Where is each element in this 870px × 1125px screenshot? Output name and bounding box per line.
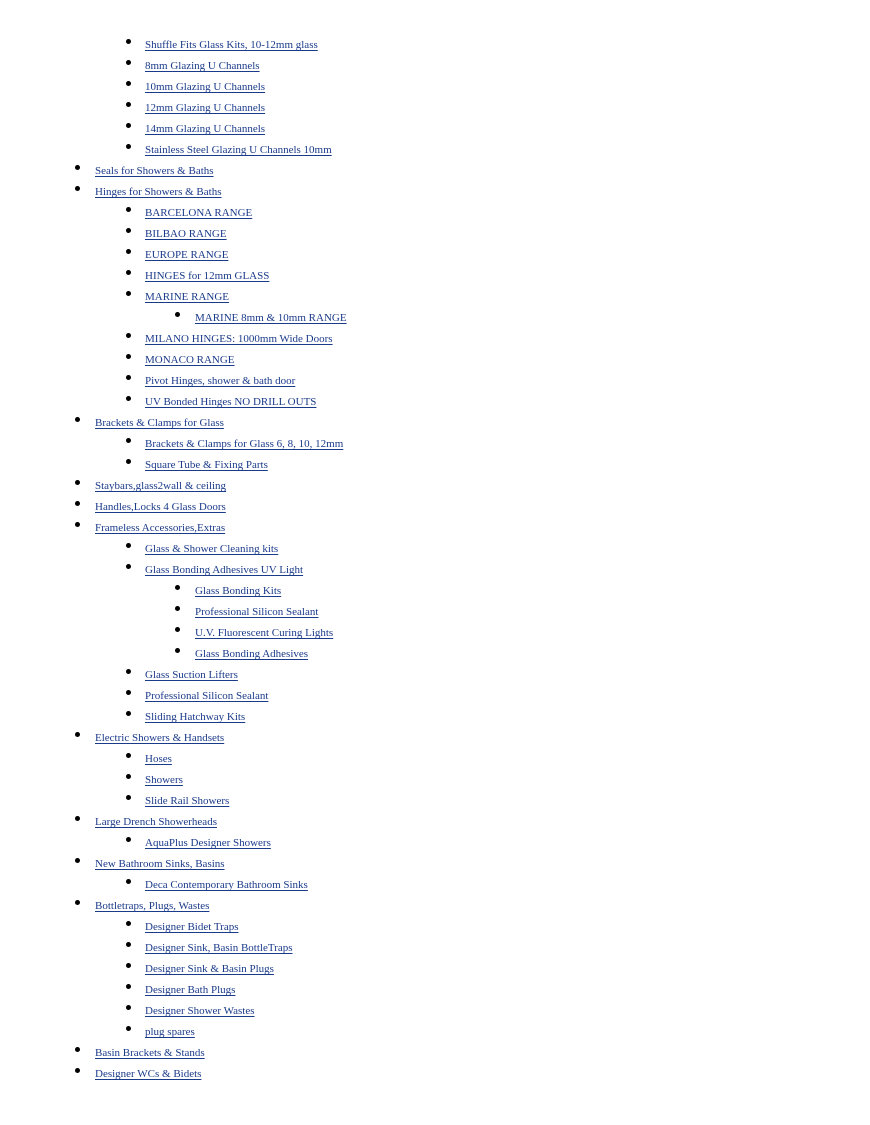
menu-item-level-3 [0,623,870,644]
menu-link[interactable]: Designer WCs & Bidets [95,1068,202,1080]
menu-link[interactable]: Deca Contemporary Bathroom Sinks [145,879,308,891]
menu-item-level-3 [0,308,870,329]
menu-link[interactable]: Sliding Hatchway Kits [145,711,246,723]
menu-link[interactable]: AquaPlus Designer Showers [145,837,271,849]
menu-item-level-2 [0,350,870,371]
bullet-icon [126,207,131,212]
menu-link[interactable]: Glass Bonding Kits [195,585,282,597]
bullet-icon [75,522,80,527]
menu-item-level-2 [0,35,870,56]
menu-link[interactable]: MARINE 8mm & 10mm RANGE [195,312,347,324]
menu-link[interactable]: Bottletraps, Plugs, Wastes [95,900,210,912]
menu-item-level-1 [0,1064,870,1085]
menu-item-level-3 [0,644,870,665]
menu-link[interactable]: BARCELONA RANGE [145,207,253,219]
bullet-icon [75,1068,80,1073]
bullet-icon [126,795,131,800]
bullet-icon [126,837,131,842]
menu-link[interactable]: plug spares [145,1026,195,1038]
menu-item-level-3 [0,581,870,602]
bullet-icon [126,669,131,674]
bullet-icon [126,81,131,86]
bullet-icon [126,249,131,254]
menu-link[interactable]: U.V. Fluorescent Curing Lights [195,627,334,639]
menu-item-level-2 [0,938,870,959]
menu-item-level-2 [0,371,870,392]
menu-link[interactable]: MILANO HINGES: 1000mm Wide Doors [145,333,333,345]
menu-item-level-2 [0,1022,870,1043]
bullet-icon [126,564,131,569]
menu-link[interactable]: Showers [145,774,183,786]
menu-item-level-2 [0,287,870,308]
menu-item-level-2 [0,329,870,350]
menu-item-level-2 [0,980,870,1001]
menu-link[interactable]: Electric Showers & Handsets [95,732,225,744]
bullet-icon [126,1026,131,1031]
menu-link[interactable]: Square Tube & Fixing Parts [145,459,268,471]
bullet-icon [175,627,180,632]
bullet-icon [126,879,131,884]
menu-item-level-2 [0,749,870,770]
menu-link[interactable]: Designer Sink & Basin Plugs [145,963,274,975]
menu-item-level-2 [0,224,870,245]
bullet-icon [126,396,131,401]
menu-link[interactable]: EUROPE RANGE [145,249,229,261]
menu-item-level-2 [0,560,870,581]
menu-link[interactable]: Glass Bonding Adhesives UV Light [145,564,304,576]
menu-link[interactable]: Frameless Accessories,Extras [95,522,226,534]
menu-item-level-2 [0,98,870,119]
menu-item-level-2 [0,665,870,686]
bullet-icon [126,375,131,380]
menu-item-level-1 [0,854,870,875]
bullet-icon [75,186,80,191]
menu-item-level-2 [0,266,870,287]
bullet-icon [126,543,131,548]
bullet-icon [126,1005,131,1010]
bullet-icon [75,816,80,821]
menu-item-level-2 [0,791,870,812]
menu-item-level-1 [0,728,870,749]
bullet-icon [75,480,80,485]
menu-link[interactable]: BILBAO RANGE [145,228,227,240]
bullet-icon [126,123,131,128]
bullet-icon [75,858,80,863]
bullet-icon [126,963,131,968]
menu-item-level-2 [0,119,870,140]
menu-item-level-2 [0,1001,870,1022]
menu-link[interactable]: Brackets & Clamps for Glass [95,417,224,429]
menu-link[interactable]: Stainless Steel Glazing U Channels 10mm [145,144,332,156]
menu-item-level-2 [0,833,870,854]
bullet-icon [175,648,180,653]
menu-item-level-2 [0,245,870,266]
bullet-icon [75,732,80,737]
menu-item-level-1 [0,812,870,833]
menu-link[interactable]: Professional Silicon Sealant [145,690,269,702]
menu-item-level-1 [0,896,870,917]
bullet-icon [126,438,131,443]
menu-item-level-2 [0,959,870,980]
menu-item-level-2 [0,392,870,413]
menu-link[interactable]: Hoses [145,753,172,765]
menu-item-level-1 [0,497,870,518]
menu-link[interactable]: Professional Silicon Sealant [195,606,319,618]
bullet-icon [126,291,131,296]
menu-link[interactable]: MONACO RANGE [145,354,235,366]
menu-item-level-2 [0,203,870,224]
bullet-icon [126,270,131,275]
bullet-icon [126,690,131,695]
bullet-icon [126,984,131,989]
bullet-icon [126,228,131,233]
menu-link[interactable]: Slide Rail Showers [145,795,230,807]
bullet-icon [126,459,131,464]
menu-link[interactable]: New Bathroom Sinks, Basins [95,858,225,870]
bullet-icon [75,417,80,422]
bullet-icon [126,39,131,44]
menu-item-level-1 [0,182,870,203]
bullet-icon [75,501,80,506]
menu-link[interactable]: 8mm Glazing U Channels [145,60,260,72]
bullet-icon [126,102,131,107]
menu-link[interactable]: MARINE RANGE [145,291,230,303]
menu-item-level-1 [0,1043,870,1064]
bullet-icon [126,774,131,779]
menu-item-level-2 [0,140,870,161]
menu-link[interactable]: Hinges for Showers & Baths [95,186,222,198]
menu-link[interactable]: Brackets & Clamps for Glass 6, 8, 10, 12mm [145,438,344,450]
bullet-icon [126,60,131,65]
bullet-icon [126,144,131,149]
menu-item-level-2 [0,434,870,455]
menu-link[interactable]: Designer Bidet Traps [145,921,239,933]
menu-link[interactable]: Designer Sink, Basin BottleTraps [145,942,293,954]
menu-item-level-2 [0,455,870,476]
bullet-icon [126,921,131,926]
bullet-icon [126,942,131,947]
menu-item-level-2 [0,770,870,791]
bullet-icon [175,585,180,590]
menu-link[interactable]: Large Drench Showerheads [95,816,217,828]
menu-item-level-2 [0,77,870,98]
menu-item-level-2 [0,707,870,728]
menu-item-level-1 [0,476,870,497]
menu-item-level-3 [0,602,870,623]
menu-item-level-2 [0,56,870,77]
menu-link[interactable]: 10mm Glazing U Channels [145,81,266,93]
bullet-icon [75,900,80,905]
menu-item-level-1 [0,518,870,539]
menu-item-level-2 [0,686,870,707]
bullet-icon [175,606,180,611]
bullet-icon [75,165,80,170]
menu-link[interactable]: Basin Brackets & Stands [95,1047,205,1059]
menu-item-level-2 [0,539,870,560]
menu-item-level-1 [0,161,870,182]
menu-item-level-2 [0,917,870,938]
bullet-icon [126,711,131,716]
menu-item-level-2 [0,875,870,896]
bullet-icon [75,1047,80,1052]
menu-link[interactable]: 12mm Glazing U Channels [145,102,266,114]
bullet-icon [126,333,131,338]
bullet-icon [126,753,131,758]
menu-link[interactable]: Staybars,glass2wall & ceiling [95,480,227,492]
bullet-icon [126,354,131,359]
menu-link[interactable]: 14mm Glazing U Channels [145,123,266,135]
menu-link[interactable]: Designer Bath Plugs [145,984,236,996]
menu-link[interactable]: Seals for Showers & Baths [95,165,214,177]
menu-link[interactable]: Glass Bonding Adhesives [195,648,309,660]
menu-link[interactable]: Shuffle Fits Glass Kits, 10-12mm glass [145,39,318,51]
menu-link[interactable]: Pivot Hinges, shower & bath door [145,375,296,387]
menu-link[interactable]: Designer Shower Wastes [145,1005,255,1017]
category-menu-list [0,35,870,1085]
bullet-icon [175,312,180,317]
menu-link[interactable]: Handles,Locks 4 Glass Doors [95,501,226,513]
menu-link[interactable]: Glass Suction Lifters [145,669,238,681]
menu-item-level-1 [0,413,870,434]
menu-link[interactable]: HINGES for 12mm GLASS [145,270,270,282]
menu-link[interactable]: Glass & Shower Cleaning kits [145,543,279,555]
menu-link[interactable]: UV Bonded Hinges NO DRILL OUTS [145,396,317,408]
